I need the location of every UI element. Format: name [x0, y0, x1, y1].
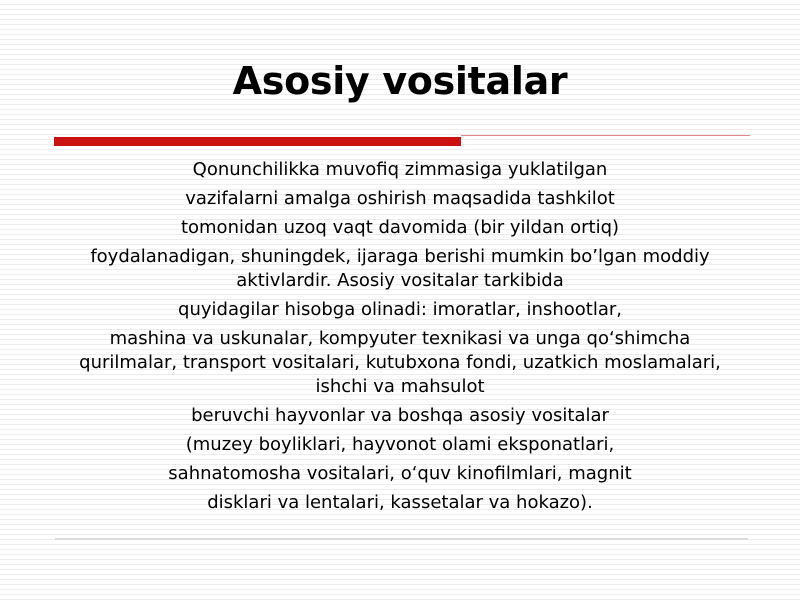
slide-title: Asosiy vositalar	[232, 59, 568, 103]
body-line: Qonunchilikka muvofiq zimmasiga yuklatilgan	[192, 159, 608, 180]
body-line: disklari va lentalari, kassetalar va hokazo).	[207, 492, 593, 513]
body-line: beruvchi hayvonlar va boshqa asosiy vositalar	[191, 405, 609, 426]
body-line: tomonidan uzoq vaqt davomida (bir yildan ortiq)	[180, 217, 620, 238]
slide-body	[62, 158, 738, 520]
body-line: quyidagilar hisobga olinadi: imoratlar, inshootlar,	[178, 299, 622, 320]
body-line: vazifalarni amalga oshirish maqsadida tashkilot	[185, 188, 615, 209]
body-line: foydalanadigan, shuningdek, ijaraga berishi mumkin bo’lgan moddiy aktivlardir. Asosiy vositalar tarkibida	[90, 246, 710, 291]
title-underline-thin	[461, 135, 750, 136]
body-line: mashina va uskunalar, kompyuter texnikasi va unga qo‘shimcha qurilmalar, transport vositalari, kutubxona fondi, uzatkich moslamalari, ishchi va mahsulot	[79, 328, 721, 397]
footer-divider	[55, 538, 748, 540]
body-line: (muzey boyliklari, hayvonot olami eksponatlari,	[185, 434, 615, 455]
title-underline-thick	[54, 137, 461, 146]
body-line: sahnatomosha vositalari, o‘quv kinofilmlari, magnit	[168, 463, 632, 484]
